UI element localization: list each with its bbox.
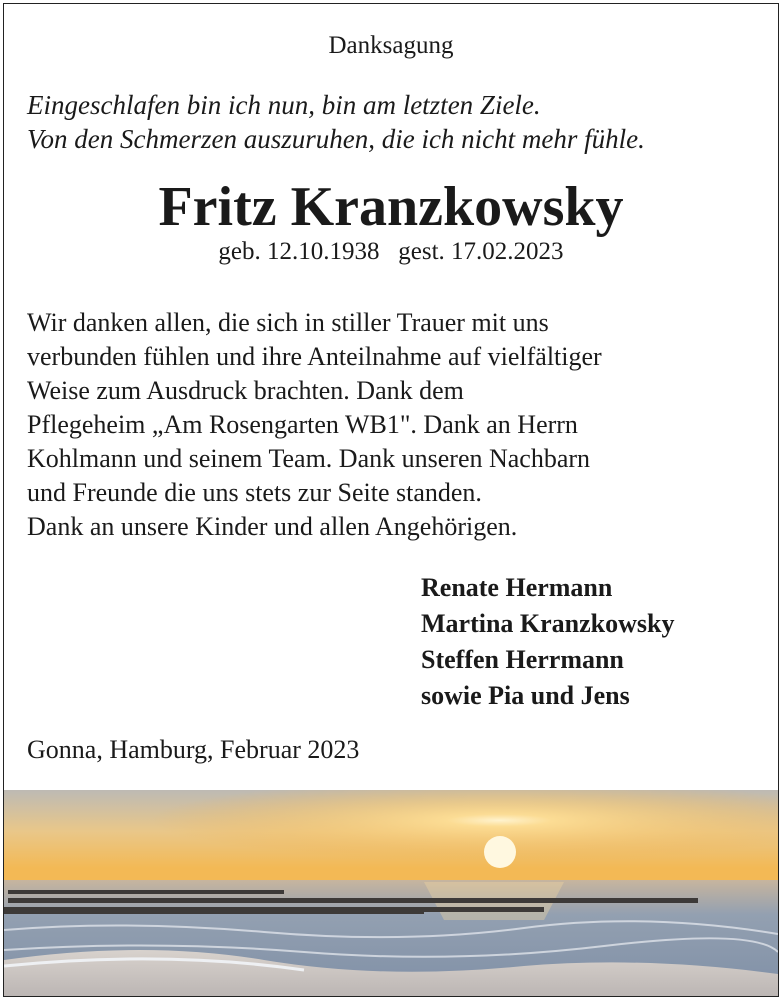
signer-name: Renate Hermann (421, 573, 613, 602)
body-line: Dank an unsere Kinder und allen Angehörigen. (27, 512, 518, 541)
life-dates (4, 238, 778, 266)
deceased-name: Fritz Kranzkowsky (158, 176, 624, 238)
poem-line: Eingeschlafen bin ich nun, bin am letzten Ziele. (27, 90, 541, 120)
body-line: verbunden fühlen und ihre Anteilnahme auf vielfältiger (27, 342, 602, 371)
notice-heading: Danksagung (328, 32, 454, 59)
body-line: Wir danken allen, die sich in stiller Trauer mit uns (27, 308, 549, 337)
death-date: gest. 17.02.2023 (398, 238, 564, 265)
body-line: Pflegeheim „Am Rosengarten WB1". Dank an Herrn (27, 410, 578, 439)
thank-you-text (27, 306, 757, 544)
poem-verse (27, 88, 767, 156)
signer-name: sowie Pia und Jens (421, 681, 630, 710)
sun (484, 836, 516, 868)
sunset-beach-photo (4, 790, 778, 996)
birth-date: geb. 12.10.1938 (218, 238, 380, 265)
signer-name: Martina Kranzkowsky (421, 609, 675, 638)
body-line: Kohlmann und seinem Team. Dank unseren Nachbarn (27, 444, 591, 473)
poem-line: Von den Schmerzen auszuruhen, die ich nicht mehr fühle. (27, 124, 645, 154)
body-line: Weise zum Ausdruck brachten. Dank dem (27, 376, 464, 405)
obituary-notice (3, 3, 779, 997)
signer-name: Steffen Herrmann (421, 645, 624, 674)
signers-list (421, 570, 675, 714)
place-and-date: Gonna, Hamburg, Februar 2023 (27, 735, 360, 764)
body-line: und Freunde die uns stets zur Seite standen. (27, 478, 482, 507)
